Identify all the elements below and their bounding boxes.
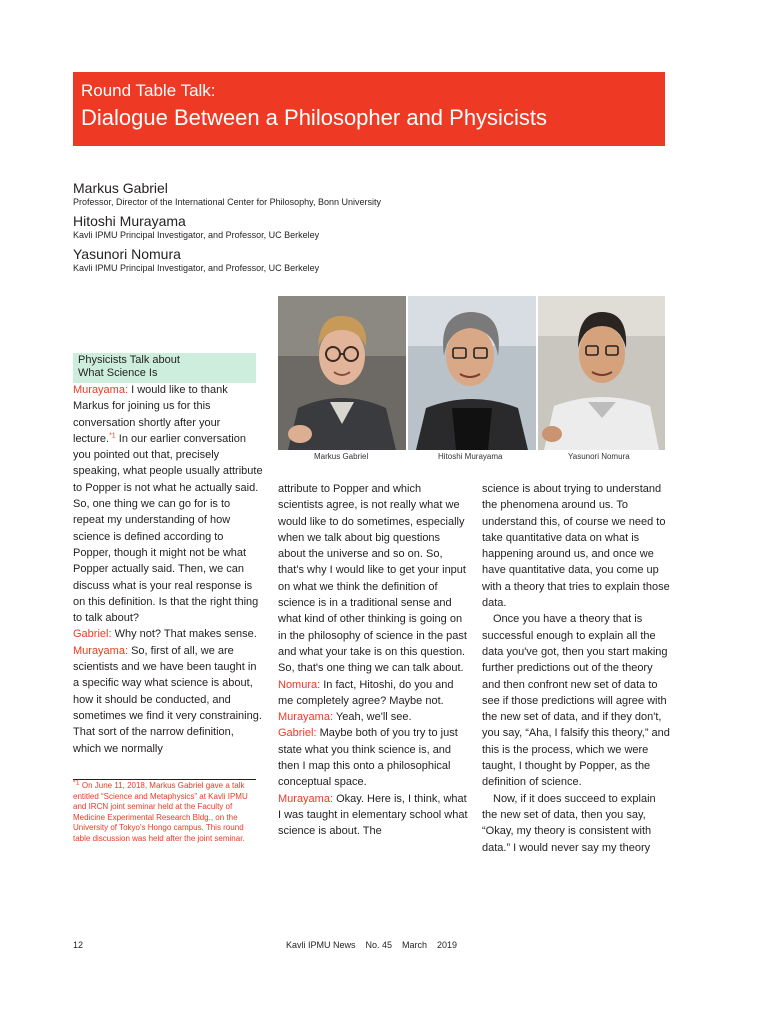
paragraph bbox=[278, 791, 468, 840]
speaker-label: Gabriel: bbox=[278, 727, 317, 740]
speech-text: In fact, Hitoshi, do you and me completely agree? Maybe not. bbox=[278, 678, 454, 707]
photo-caption: Markus Gabriel bbox=[314, 452, 369, 461]
photo-captions bbox=[278, 452, 665, 464]
speaker-label: Gabriel: bbox=[73, 628, 112, 641]
photo-caption: Hitoshi Murayama bbox=[438, 452, 503, 461]
text-column-3 bbox=[482, 481, 672, 856]
paragraph bbox=[73, 626, 263, 642]
paragraph: science is about trying to understand the phenomena around us. To understand this, of course we need to take quantitative data on what is happening around us, and once we have quantitative data, you come up with a theory that tries to explain those data. bbox=[482, 483, 670, 610]
paragraph bbox=[278, 709, 468, 725]
paragraph bbox=[73, 643, 263, 757]
text-column-1 bbox=[73, 382, 263, 757]
speech-text: Why not? That makes sense. bbox=[111, 628, 257, 641]
participant-role: Professor, Director of the International Center for Philosophy, Bonn University bbox=[73, 197, 381, 207]
text-column-2 bbox=[278, 481, 468, 840]
paragraph bbox=[73, 382, 263, 626]
portrait-photos bbox=[278, 296, 665, 450]
speaker-label: Murayama: bbox=[73, 384, 129, 396]
portrait-photo-gabriel bbox=[278, 296, 406, 450]
speech-text: In our earlier conversation you pointed out that, precisely speaking, what people usually attribute to Popper is not what he actually said. So, one thing we can go for is to repeat my understanding of how science is defined according to Popper, though it might not be what Popper actually said. Then, we can discuss what is your real response is on this definition. Is that the right thing to talk about? bbox=[73, 432, 263, 625]
speech-text: Okay. Here is, I think, what I was taught in elementary school what science is about. The bbox=[278, 792, 468, 838]
title-banner bbox=[73, 72, 665, 146]
section-heading-line: Physicists Talk about bbox=[78, 354, 180, 366]
publication-info: Kavli IPMU News No. 45 March 2019 bbox=[286, 940, 458, 950]
photo-caption: Yasunori Nomura bbox=[568, 452, 630, 461]
participant-role: Kavli IPMU Principal Investigator, and Professor, UC Berkeley bbox=[73, 230, 320, 240]
paragraph bbox=[278, 677, 468, 710]
footnote-divider bbox=[73, 779, 256, 780]
speech-text: So, first of all, we are scientists and we have been taught in a specific way what science is about, how it should be conducted, and sometimes we find it very constraining. That sort of the narrow definition, which we normally bbox=[73, 644, 262, 755]
speaker-label: Murayama: bbox=[278, 792, 334, 805]
participant bbox=[73, 246, 673, 274]
paragraph bbox=[278, 725, 468, 790]
footnote-mark: *1 bbox=[73, 779, 80, 787]
participant-name: Hitoshi Murayama bbox=[73, 213, 186, 229]
participant-name: Markus Gabriel bbox=[73, 180, 168, 196]
portrait-photo-nomura bbox=[538, 296, 665, 450]
section-heading bbox=[73, 353, 256, 383]
participant bbox=[73, 180, 673, 208]
banner-kicker: Round Table Talk: bbox=[81, 81, 216, 100]
portrait-photo-murayama bbox=[408, 296, 536, 450]
participant bbox=[73, 213, 673, 241]
speaker-label: Murayama: bbox=[73, 644, 129, 657]
paragraph: Once you have a theory that is successful enough to explain all the data you've got, then you start making further predictions out of the theory and then confront new set of data to see if those predictions will agree with the new set of data, and if they don't, you say, “Aha, I falsify this theory,” and this is the process, which we were taught, I thought by Popper, as the definition of science. bbox=[482, 613, 670, 789]
paragraph: Now, if it does succeed to explain the new set of data, then you say, “Okay, my theory is consistent with data.” I would never say my theory bbox=[482, 792, 656, 854]
section-heading-line: What Science Is bbox=[78, 367, 158, 379]
speech-text: Yeah, we'll see. bbox=[333, 711, 412, 724]
footnote-ref: *1 bbox=[109, 432, 116, 440]
participants-list bbox=[73, 180, 673, 279]
speaker-label: Nomura: bbox=[278, 678, 321, 691]
footnote-text: On June 11, 2018, Markus Gabriel gave a talk entitled “Science and Metaphysics” at Kavli IPMU and IRCN joint seminar held at the Faculty of Medicine Experimental Research Bldg., on the University of Tokyo's Hongo campus. This round table discussion was held after the joint seminar. bbox=[73, 781, 248, 843]
footnote bbox=[73, 781, 256, 845]
page-number: 12 bbox=[73, 940, 84, 950]
paragraph: attribute to Popper and which scientists agree, is not really what we would like to do sometimes, especially when we talk about big questions about the universe and so on. So, that's why I would like to get your input on what we think the definition of science is in a traditional sense and what kind of other thinking is going on in the philosophy of science in the past and what your take is on this question. So, that's one thing we can talk about. bbox=[278, 483, 467, 675]
participant-name: Yasunori Nomura bbox=[73, 246, 181, 262]
speaker-label: Murayama: bbox=[278, 711, 334, 724]
participant-role: Kavli IPMU Principal Investigator, and Professor, UC Berkeley bbox=[73, 263, 320, 273]
banner-headline: Dialogue Between a Philosopher and Physicists bbox=[81, 105, 547, 130]
speech-text: Maybe both of you try to just state what you think science is, and then I map this onto a philosophical conceptual space. bbox=[278, 727, 458, 789]
speech-text: I would like to thank Markus for joining us for this conversation shortly after your lecture. bbox=[73, 384, 228, 445]
